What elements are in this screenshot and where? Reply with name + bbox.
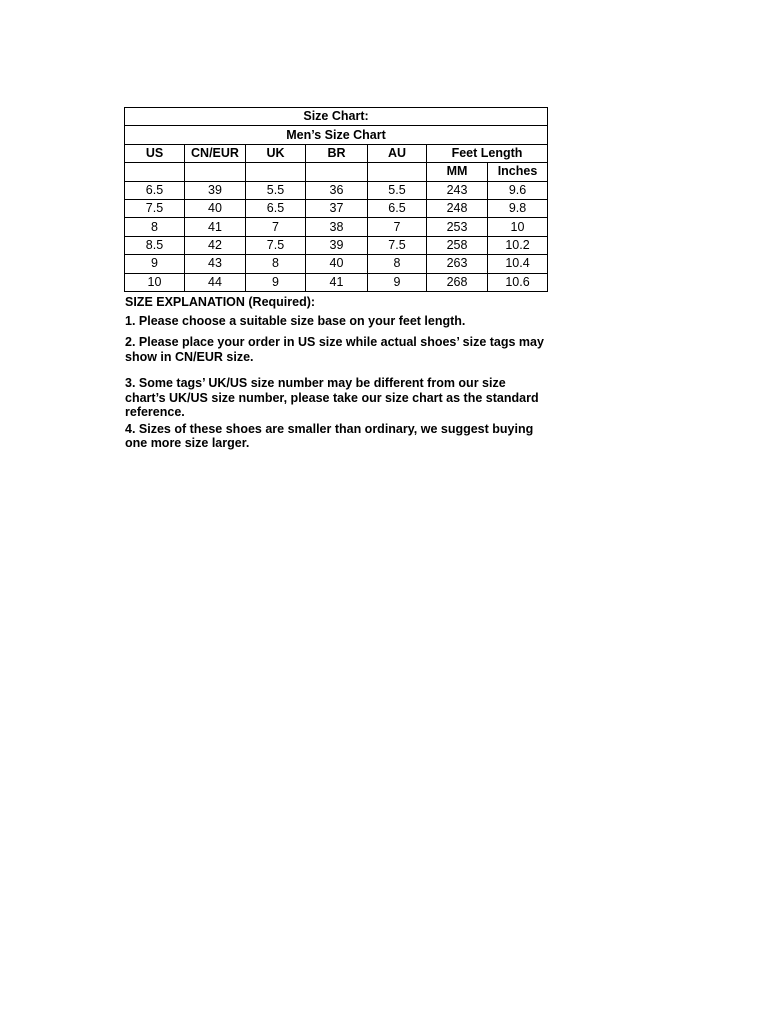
unit-header-mm: MM bbox=[427, 163, 488, 181]
cell-uk: 6.5 bbox=[246, 199, 306, 217]
cell-au: 7 bbox=[368, 218, 427, 236]
unit-header-row bbox=[125, 163, 548, 181]
table-row bbox=[125, 218, 548, 236]
column-header-cn-eur: CN/EUR bbox=[185, 144, 246, 162]
cell-uk: 8 bbox=[246, 255, 306, 273]
cell-au: 5.5 bbox=[368, 181, 427, 199]
empty-cell bbox=[246, 163, 306, 181]
cell-br: 36 bbox=[306, 181, 368, 199]
cell-mm: 243 bbox=[427, 181, 488, 199]
cell-uk: 5.5 bbox=[246, 181, 306, 199]
cell-us: 10 bbox=[125, 273, 185, 291]
column-header-au: AU bbox=[368, 144, 427, 162]
column-header-uk: UK bbox=[246, 144, 306, 162]
empty-cell bbox=[185, 163, 246, 181]
cell-au: 6.5 bbox=[368, 199, 427, 217]
column-header-us: US bbox=[125, 144, 185, 162]
explanation-heading: SIZE EXPLANATION (Required): bbox=[125, 295, 316, 309]
cell-br: 39 bbox=[306, 236, 368, 254]
cell-uk: 7.5 bbox=[246, 236, 306, 254]
cell-au: 9 bbox=[368, 273, 427, 291]
cell-mm: 258 bbox=[427, 236, 488, 254]
cell-br: 40 bbox=[306, 255, 368, 273]
cell-us: 8.5 bbox=[125, 236, 185, 254]
cell-mm: 248 bbox=[427, 199, 488, 217]
cell-inches: 10.4 bbox=[488, 255, 548, 273]
note-item: 1. Please choose a suitable size base on your feet length. bbox=[125, 313, 466, 328]
table-row bbox=[125, 255, 548, 273]
size-data-rows bbox=[125, 181, 548, 291]
cell-us: 8 bbox=[125, 218, 185, 236]
cell-cn-eur: 43 bbox=[185, 255, 246, 273]
column-header-br: BR bbox=[306, 144, 368, 162]
cell-uk: 9 bbox=[246, 273, 306, 291]
note-item: 4. Sizes of these shoes are smaller than ordinary, we suggest buying one more size larger. bbox=[125, 421, 534, 450]
unit-header-inches: Inches bbox=[488, 163, 548, 181]
note-item: 3. Some tags’ UK/US size number may be different from our size chart’s UK/US size number, please take our size chart as the standard reference. bbox=[125, 376, 539, 419]
cell-br: 41 bbox=[306, 273, 368, 291]
column-header-feet-length: Feet Length bbox=[427, 144, 548, 162]
cell-br: 37 bbox=[306, 199, 368, 217]
table-row bbox=[125, 181, 548, 199]
table-row bbox=[125, 273, 548, 291]
cell-au: 7.5 bbox=[368, 236, 427, 254]
column-header-row bbox=[125, 144, 548, 162]
cell-us: 7.5 bbox=[125, 199, 185, 217]
cell-inches: 9.6 bbox=[488, 181, 548, 199]
size-explanation bbox=[125, 295, 545, 451]
cell-cn-eur: 40 bbox=[185, 199, 246, 217]
cell-au: 8 bbox=[368, 255, 427, 273]
cell-mm: 253 bbox=[427, 218, 488, 236]
cell-cn-eur: 42 bbox=[185, 236, 246, 254]
empty-cell bbox=[368, 163, 427, 181]
table-row bbox=[125, 199, 548, 217]
cell-br: 38 bbox=[306, 218, 368, 236]
cell-us: 9 bbox=[125, 255, 185, 273]
chart-subtitle: Men’s Size Chart bbox=[125, 126, 548, 144]
empty-cell bbox=[125, 163, 185, 181]
chart-title: Size Chart: bbox=[125, 108, 548, 126]
cell-us: 6.5 bbox=[125, 181, 185, 199]
title-row bbox=[125, 108, 548, 126]
cell-cn-eur: 39 bbox=[185, 181, 246, 199]
cell-inches: 10.6 bbox=[488, 273, 548, 291]
cell-cn-eur: 44 bbox=[185, 273, 246, 291]
cell-inches: 10 bbox=[488, 218, 548, 236]
cell-inches: 9.8 bbox=[488, 199, 548, 217]
cell-mm: 268 bbox=[427, 273, 488, 291]
empty-cell bbox=[306, 163, 368, 181]
note-item: 2. Please place your order in US size while actual shoes’ size tags may show in CN/EUR size. bbox=[125, 335, 544, 364]
table-row bbox=[125, 236, 548, 254]
cell-inches: 10.2 bbox=[488, 236, 548, 254]
subtitle-row bbox=[125, 126, 548, 144]
cell-uk: 7 bbox=[246, 218, 306, 236]
size-chart-table bbox=[124, 107, 548, 292]
cell-cn-eur: 41 bbox=[185, 218, 246, 236]
cell-mm: 263 bbox=[427, 255, 488, 273]
